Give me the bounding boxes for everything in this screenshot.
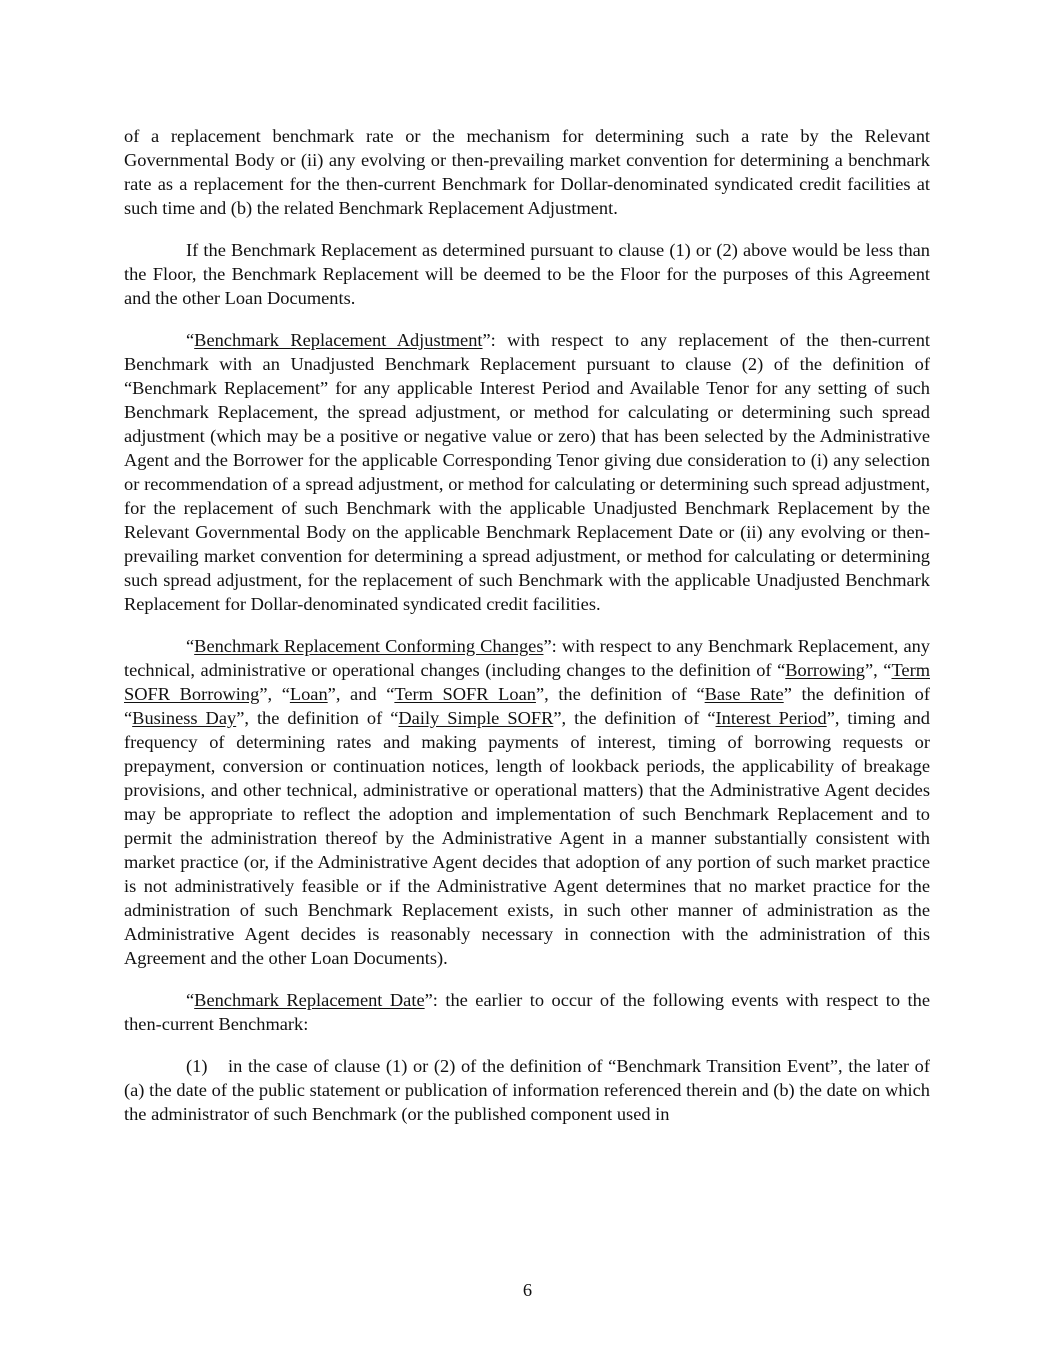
- paragraph: [124, 1054, 930, 1126]
- clause-number: (1): [186, 1056, 208, 1076]
- document-body: [124, 124, 930, 1144]
- defined-term: Loan: [289, 684, 328, 704]
- text-run: in the case of clause (1) or (2) of the definition of “Benchmark Transition Event”, the later of (a) the date of the public statement or publication of information referenced therein and (b) the date on which the administrator of such Benchmark (or the published component used in: [124, 1056, 930, 1124]
- text-run: ”, “: [864, 660, 892, 680]
- defined-term: Benchmark Replacement Adjustment: [194, 330, 483, 350]
- defined-term: Interest Period: [715, 708, 827, 728]
- text-run: ”, timing and frequency of determining rates and making payments of interest, timing of borrowing requests or prepayment, conversion or continuation notices, length of lookback periods, the applicability of breakage provisions, and other technical, administrative or operational matters) that the Administrative Agent decides may be appropriate to reflect the adoption and implementation of such Benchmark Replacement and to permit the administration thereof by the Administrative Agent in a manner substantially consistent with market practice (or, if the Administrative Agent decides that adoption of any portion of such market practice is not administratively feasible or if the Administrative Agent determines that no market practice for the administration of such Benchmark Replacement exists, in such other manner of administration as the Administrative Agent decides is reasonably necessary in connection with the administration of this Agreement and the other Loan Documents).: [124, 708, 931, 968]
- text-run: “: [186, 990, 195, 1010]
- text-run: of a replacement benchmark rate or the mechanism for determining such a rate by the Relevant Governmental Body or (ii) any evolving or then-prevailing market convention for determining a benchmark rate as a replacement for the then-current Benchmark for Dollar-denominated syndicated credit facilities at such time and (b) the related Benchmark Replacement Adjustment.: [124, 126, 930, 218]
- text-run: ”: with respect to any replacement of the then-current Benchmark with an Unadjusted Benchmark Replacement pursuant to clause (2) of the definition of “Benchmark Replacement” for any applicable Interest Period and Available Tenor for any setting of such Benchmark Replacement, the spread adjustment, or method for calculating or determining such spread adjustment (which may be a positive or negative value or zero) that has been selected by the Administrative Agent and the Borrower for the applicable Corresponding Tenor giving due consideration to (i) any selection or recommendation of a spread adjustment, or method for calculating or determining such spread adjustment, for the replacement of such Benchmark with the applicable Unadjusted Benchmark Replacement by the Relevant Governmental Body on the applicable Benchmark Replacement Date or (ii) any evolving or then-prevailing market convention for determining a spread adjustment, or method for calculating or determining such spread adjustment, for the replacement of such Benchmark with the applicable Unadjusted Benchmark Replacement for Dollar-denominated syndicated credit facilities.: [124, 330, 930, 614]
- paragraph: [124, 124, 930, 220]
- text-run: ”, “: [259, 684, 290, 704]
- text-run: ”, the definition of “: [236, 708, 399, 728]
- text-run: If the Benchmark Replacement as determined pursuant to clause (1) or (2) above would be less than the Floor, the Benchmark Replacement will be deemed to be the Floor for the purposes of this Agreement and the other Loan Documents.: [124, 240, 930, 308]
- defined-term: Term SOFR Borrowing: [124, 660, 930, 704]
- page-number: 6: [522, 1280, 533, 1300]
- defined-term: Business Day: [132, 708, 237, 728]
- text-run: ” the definition of “: [124, 684, 931, 728]
- paragraph: [124, 634, 930, 970]
- defined-term: Base Rate: [704, 684, 784, 704]
- paragraph: [124, 988, 930, 1036]
- text-run: ”: the earlier to occur of the following events with respect to the then-current Benchmark:: [124, 990, 930, 1034]
- defined-term: Benchmark Replacement Conforming Changes: [194, 636, 544, 656]
- text-run: “: [186, 330, 195, 350]
- text-run: ”: with respect to any Benchmark Replacement, any technical, administrative or operational changes (including changes to the definition of “: [124, 636, 931, 680]
- text-run: “: [186, 636, 195, 656]
- defined-term: Term SOFR Loan: [394, 684, 536, 704]
- paragraph: [124, 328, 930, 616]
- defined-term: Borrowing: [785, 660, 865, 680]
- defined-term: Benchmark Replacement Date: [194, 990, 425, 1010]
- text-run: ”, and “: [327, 684, 395, 704]
- text-run: ”, the definition of “: [553, 708, 716, 728]
- defined-term: Daily Simple SOFR: [398, 708, 554, 728]
- text-run: ”, the definition of “: [535, 684, 705, 704]
- paragraph: [124, 238, 930, 310]
